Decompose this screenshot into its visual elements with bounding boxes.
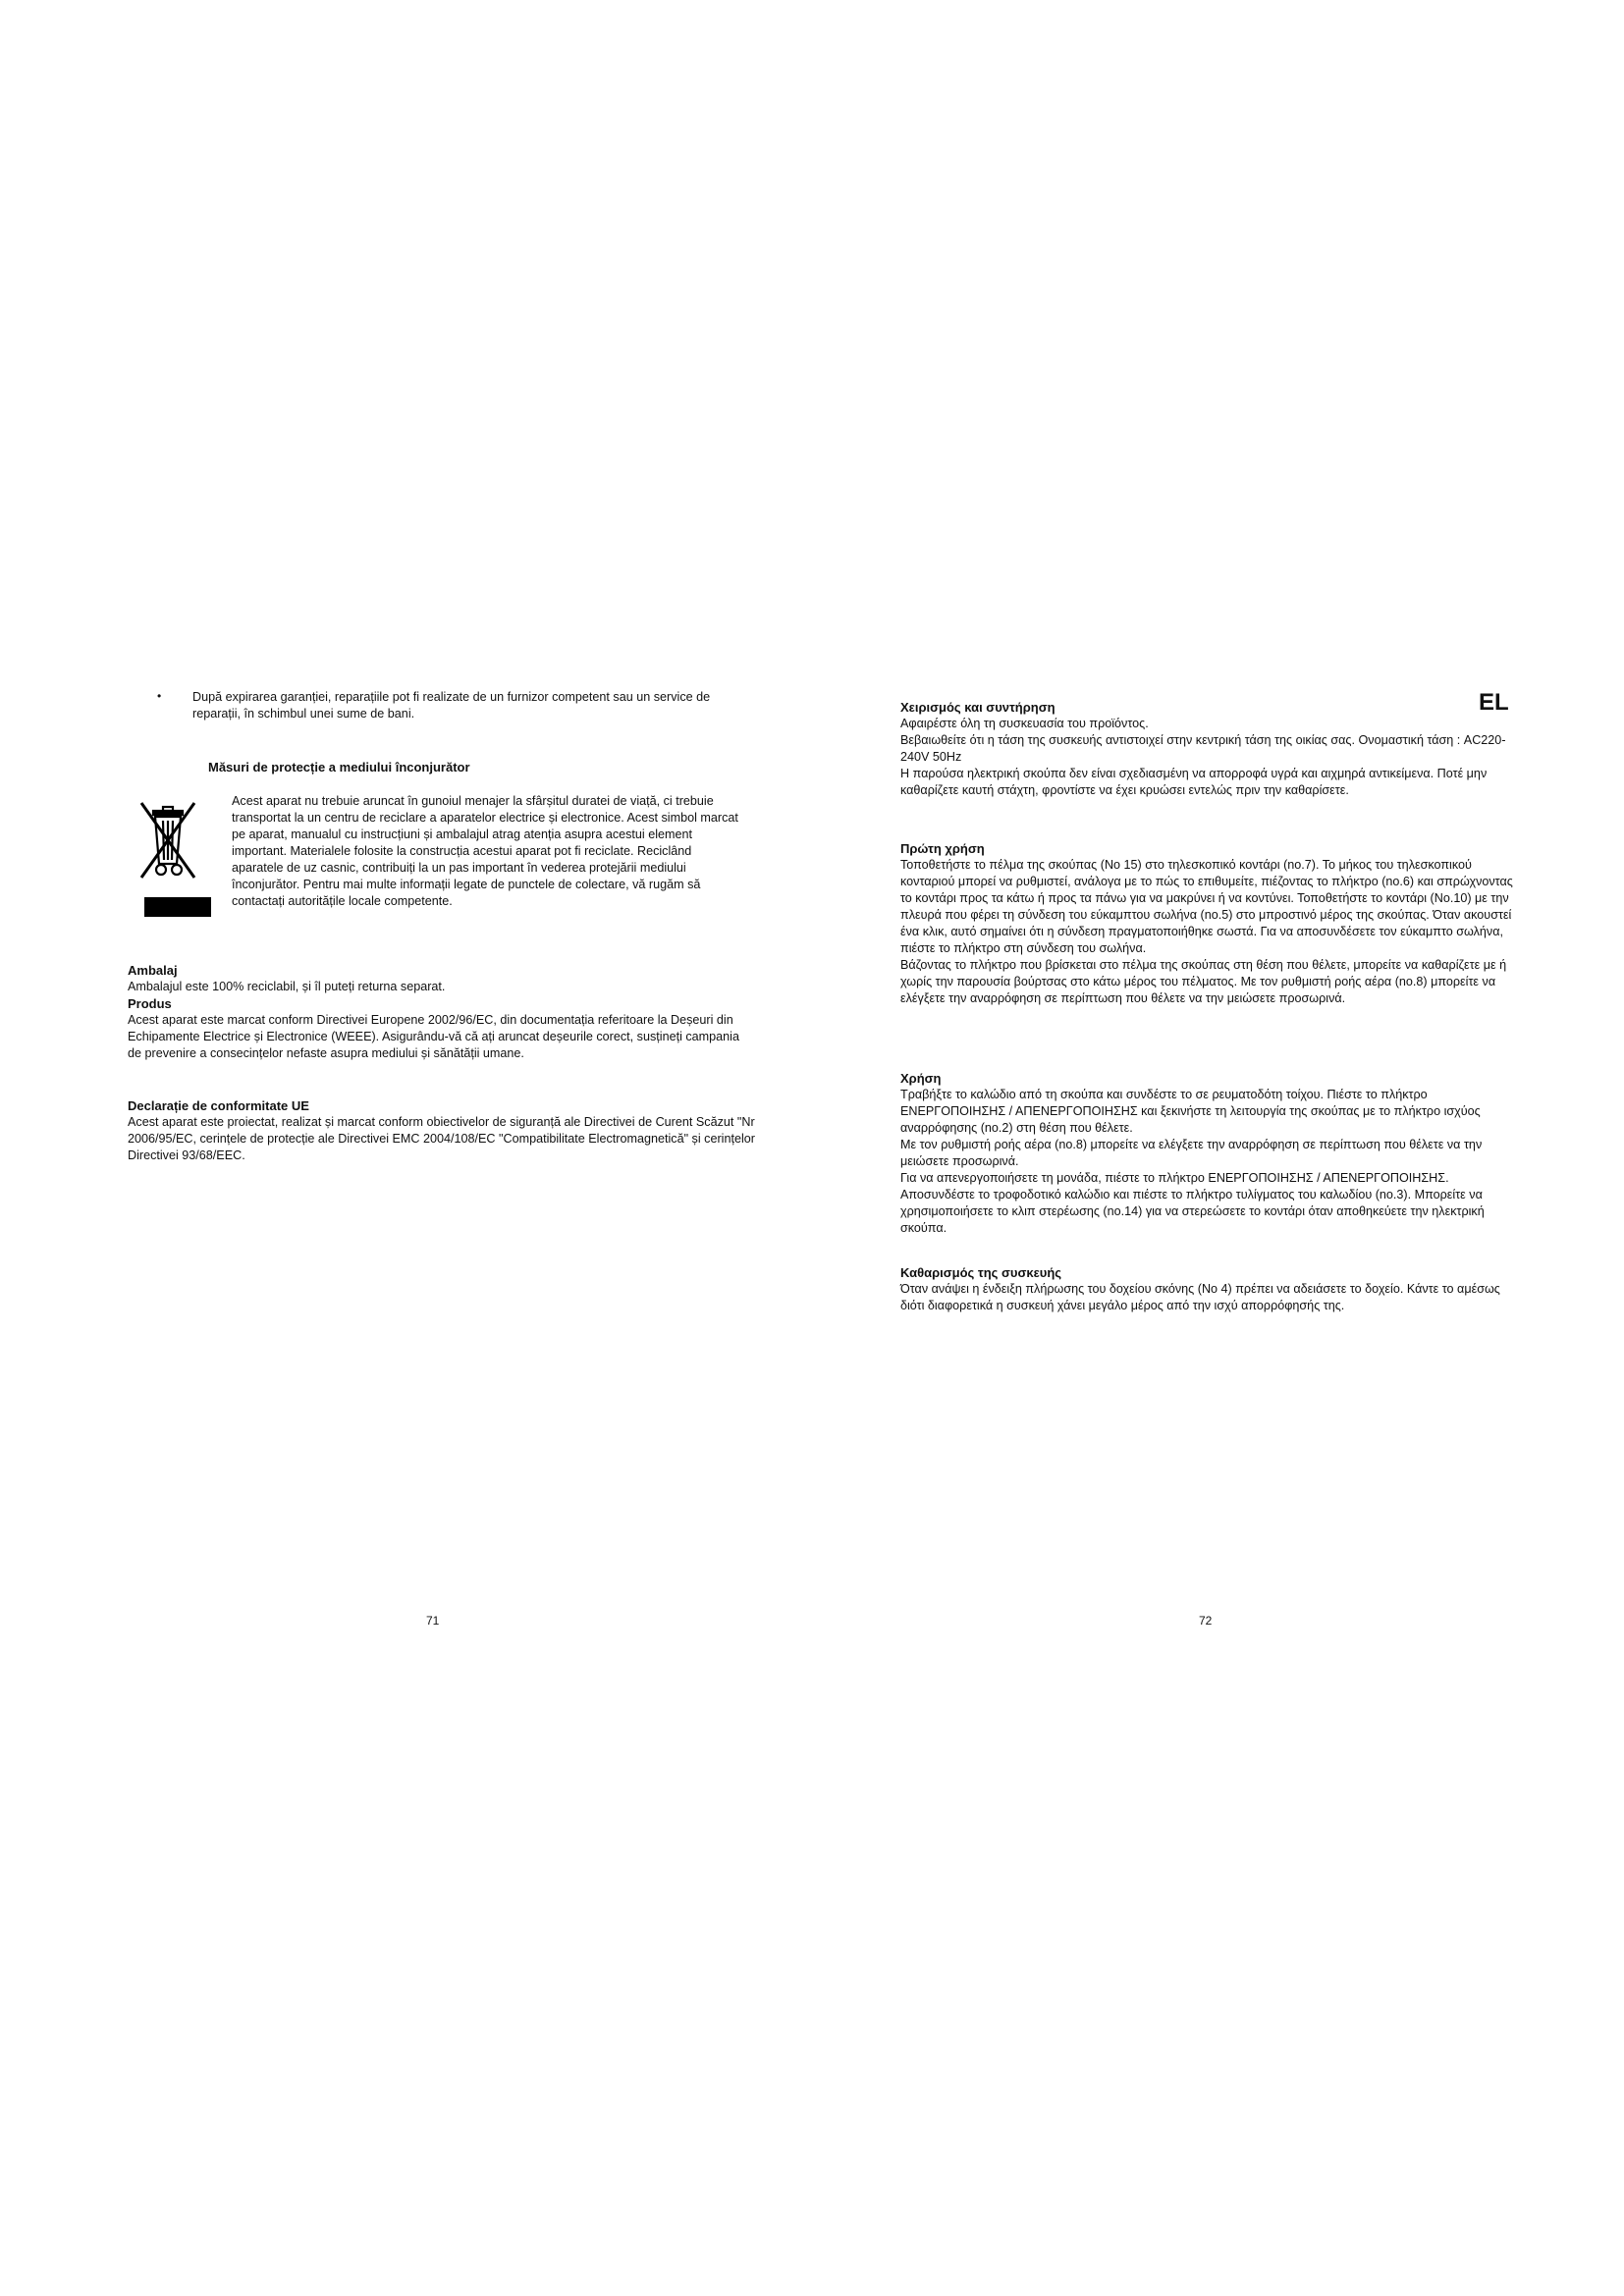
use-section: [900, 1070, 1519, 1237]
handling-text-3: Η παρούσα ηλεκτρική σκούπα δεν είναι σχεδιασμένη να απορροφά υγρά και αιχμηρά αντικείμενα. Ποτέ μην καθαρίζετε καυτή στάχτη, φροντίστε να έχει κρυώσει εντελώς πριν την καθαρίσετε.: [900, 767, 1488, 797]
cleaning-text: Όταν ανάψει η ένδειξη πλήρωσης του δοχείου σκόνης (No 4) πρέπει να αδειάσετε το δοχείο. Κάντε το αμέσως διότι διαφορετικά η συσκευή χάνει μεγάλο μέρος από την ισχύ απορρόφησής της.: [900, 1282, 1500, 1312]
environment-title: Măsuri de protecție a mediului înconjurător: [208, 760, 470, 774]
use-text-1: Τραβήξτε το καλώδιο από τη σκούπα και συνδέστε το σε ρευματοδότη τοίχου. Πιέστε το πλήκτρο ΕΝΕΡΓΟΠΟΙΗΣΗΣ / ΑΠΕΝΕΡΓΟΠΟΙΗΣΗΣ και ξεκινήστε τη λειτουργία της σκούπας με το πλήκτρο ισχύος αναρρόφησης (no.2) στη θέση που θέλετε.: [900, 1088, 1481, 1135]
packaging-title: Ambalaj: [128, 963, 178, 978]
declaration-title: Declarație de conformitate UE: [128, 1098, 309, 1113]
product-text: Acest aparat este marcat conform Directivei Europene 2002/96/EC, din documentația referitoare la Deșeuri din Echipamente Electrice și Electronice (WEEE). Asigurându-vă că ați aruncat deșeurile corect, susțineți campania de prevenire a consecințelor nefaste asupra mediului și sănătății umane.: [128, 1013, 739, 1060]
weee-black-bar: [144, 897, 211, 917]
use-text-2: Με τον ρυθμιστή ροής αέρα (no.8) μπορείτε να ελέγξετε την αναρρόφηση σε περίπτωση που θέλετε να την μειώσετε προσωρινά.: [900, 1138, 1483, 1168]
first-use-title: Πρώτη χρήση: [900, 841, 985, 856]
page-number-right: 72: [1199, 1614, 1213, 1628]
product-title: Produs: [128, 996, 172, 1011]
handling-section: [900, 699, 1519, 799]
declaration-text: Acest aparat este proiectat, realizat și marcat conform obiectivelor de siguranță ale Directivei de Curent Scăzut "Nr 2006/95/EC, cerințele de protecție ale Directivei EMC 2004/108/EC "Compatibilitate Electromagnetică" și cerințelor Directivei 93/68/EEC.: [128, 1115, 755, 1162]
warranty-text: După expirarea garanției, reparațiile pot fi realizate de un furnizor competent sau un service de reparații, în schimbul unei sume de bani.: [192, 690, 711, 721]
handling-text-1: Αφαιρέστε όλη τη συσκευασία του προϊόντος.: [900, 717, 1149, 730]
language-badge: EL: [1479, 689, 1509, 716]
page-number-left: 71: [426, 1614, 440, 1628]
first-use-text-1: Τοποθετήστε το πέλμα της σκούπας (No 15) στο τηλεσκοπικό κοντάρι (no.7). Το μήκος του τηλεσκοπικού κονταριού μπορεί να ρυθμιστεί, ανάλογα με το πώς το επιθυμείτε, πιέζοντας το πλήκτρο (no.6) και σπρώχνοντας το κοντάρι προς τα κάτω ή προς τα πάνω για να μακρύνει ή να κοντύνει. Τοποθετήστε το κοντάρι (No.10) με την πλευρά που φέρει τη σύνδεση του εύκαμπτου σωλήνα (no.5) στο μπροστινό μέρος της σκούπας. Όταν ακουστεί ένα κλικ, αυτό σημαίνει ότι η σύνδεση πραγματοποιήθηκε σωστά. Για να αποσυνδέσετε τον εύκαμπτο σωλήνα, πιέστε το πλήκτρο στη σύνδεση του σωλήνα.: [900, 858, 1513, 955]
packaging-section: [128, 962, 756, 1062]
crossed-bin-icon: [137, 797, 198, 881]
page-right: [812, 0, 1624, 2296]
declaration-section: [128, 1097, 756, 1164]
environment-paragraph: Acest aparat nu trebuie aruncat în gunoiul menajer la sfârșitul duratei de viață, ci trebuie transportat la un centru de reciclare a aparatelor electrice și electronice. Acest simbol marcat pe aparat, manualul cu instrucțiuni și ambalajul atrag atenția asupra acestui element important. Materialele folosite la construcția acestui aparat pot fi reciclate. Reciclând aparatele de uz casnic, contribuiți la un pas important în vederea protejării mediului înconjurător. Pentru mai multe informații legate de punctele de colectare, vă rugăm să contactați autoritățile locale competente.: [232, 794, 738, 908]
cleaning-section: [900, 1264, 1519, 1314]
handling-title: Χειρισμός και συντήρηση: [900, 700, 1056, 715]
handling-text-2: Βεβαιωθείτε ότι η τάση της συσκευής αντιστοιχεί στην κεντρική τάση της οικίας σας. Ονομαστική τάση : AC220-240V 50Hz: [900, 733, 1506, 764]
cleaning-title: Καθαρισμός της συσκευής: [900, 1265, 1062, 1280]
use-title: Χρήση: [900, 1071, 942, 1086]
use-text-3: Για να απενεργοποιήσετε τη μονάδα, πιέστε το πλήκτρο ΕΝΕΡΓΟΠΟΙΗΣΗΣ / ΑΠΕΝΕΡΓΟΠΟΙΗΣΗΣ. Αποσυνδέστε το τροφοδοτικό καλώδιο και πιέστε το πλήκτρο τυλίγματος του καλωδίου (no.3). Μπορείτε να χρησιμοποιήσετε το κλιπ στερέωσης (no.14) για να στερεώσετε το κοντάρι όταν αποθηκεύετε την ηλεκτρική σκούπα.: [900, 1171, 1485, 1235]
first-use-text-2: Βάζοντας το πλήκτρο που βρίσκεται στο πέλμα της σκούπας στη θέση που θέλετε, μπορείτε να καθαρίζετε με ή χωρίς την παρουσία βούρτσας στο κάτω μέρος του πέλματος. Με τον ρυθμιστή ροής αέρα (no.8) μπορείτε να ελέγξετε την αναρρόφηση σε περίπτωση που θέλετε να την μειώσετε προσωρινά.: [900, 958, 1507, 1005]
bullet-dot: •: [157, 689, 162, 703]
packaging-text: Ambalajul este 100% reciclabil, și îl puteți returna separat.: [128, 980, 446, 993]
first-use-section: [900, 840, 1519, 1007]
